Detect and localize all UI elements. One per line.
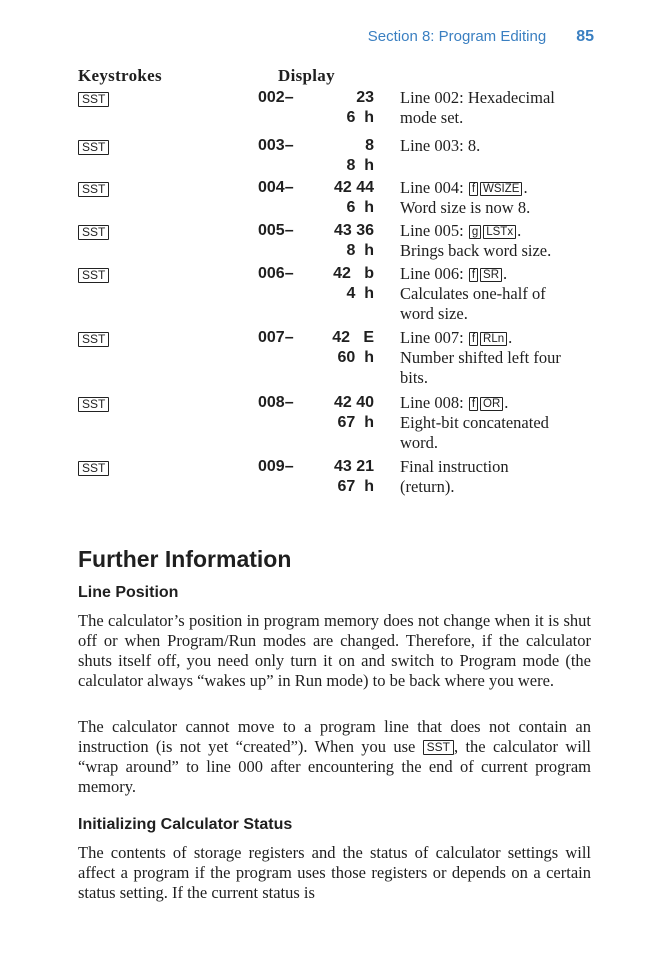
key-label: OR <box>480 397 503 411</box>
description-suffix: . <box>503 264 508 283</box>
line-number: 006– <box>258 265 294 282</box>
description-line <box>400 178 600 198</box>
description-suffix: . <box>508 328 513 347</box>
key-label: g <box>469 225 481 239</box>
display-codes <box>300 328 374 368</box>
sst-keycap: SST <box>78 397 109 412</box>
display-code: 6 h <box>346 109 374 126</box>
paragraph-line-position-2 <box>78 717 591 797</box>
page-header <box>368 28 594 46</box>
description-line <box>400 264 600 284</box>
description-suffix: . <box>504 393 509 412</box>
display-codes <box>300 136 374 176</box>
description-line: Calculates one-half of <box>400 284 546 303</box>
description-prefix: Line 008: <box>400 393 468 412</box>
display-code: 6 h <box>346 199 374 216</box>
description-prefix: Line 004: <box>400 178 468 197</box>
display-codes <box>300 178 374 218</box>
display-code: 23 <box>356 89 374 106</box>
description-line: Final instruction <box>400 457 509 476</box>
sst-keycap: SST <box>78 461 109 476</box>
display-code: 67 h <box>337 478 374 495</box>
key-label: WSIZE <box>480 182 522 196</box>
paragraph-line-position-1: The calculator’s position in program memory does not change when it is shut off or when Program/Run modes are changed. Therefore, if the calculator shuts itself off, you need only turn it on and switch to Program mode (the calculator always “wakes up” in Run mode) to be back where you were. <box>78 611 591 690</box>
description-line: Brings back word size. <box>400 241 552 260</box>
line-number: 008– <box>258 394 294 411</box>
line-number: 003– <box>258 137 294 154</box>
key-label: SR <box>480 268 502 282</box>
line-number: 005– <box>258 222 294 239</box>
key-label: f <box>469 397 478 411</box>
key-label: f <box>469 268 478 282</box>
description-line: Number shifted left four <box>400 348 561 367</box>
section-heading-further-information: Further Information <box>78 546 292 572</box>
display-code: 42 E <box>332 329 374 346</box>
sst-keycap: SST <box>78 140 109 155</box>
description-line <box>400 328 600 348</box>
line-number: 007– <box>258 329 294 346</box>
description-suffix: . <box>523 178 528 197</box>
display-codes <box>300 457 374 497</box>
section-title: Section 8: Program Editing <box>367 28 547 45</box>
sst-keycap: SST <box>423 740 454 755</box>
column-header-display: Display <box>278 66 335 85</box>
description-line: word. <box>400 433 439 452</box>
key-label: f <box>469 332 478 346</box>
line-number: 002– <box>258 89 294 106</box>
line-description <box>400 328 600 388</box>
paragraph-initializing-status: The contents of storage registers and the status of calculator settings will affect a program if the program uses those registers or depends on a certain status setting. If the current status is <box>78 843 591 902</box>
description-line: (return). <box>400 477 455 496</box>
line-description <box>400 221 600 261</box>
line-description <box>400 136 600 156</box>
display-code: 42 44 <box>333 179 374 196</box>
sst-keycap: SST <box>78 268 109 283</box>
display-code: 42 40 <box>333 394 374 411</box>
line-description <box>400 88 600 128</box>
display-code: 60 h <box>337 349 374 366</box>
display-codes <box>300 221 374 261</box>
line-description <box>400 457 600 497</box>
display-code: 42 b <box>333 265 374 282</box>
keystroke-cell <box>78 267 109 285</box>
keystroke-cell <box>78 396 109 414</box>
key-label: RLn <box>480 332 507 346</box>
sst-keycap: SST <box>78 182 109 197</box>
display-code: 67 h <box>337 414 374 431</box>
description-line: Line 003: 8. <box>400 136 481 155</box>
line-description <box>400 264 600 324</box>
description-line: bits. <box>400 368 428 387</box>
description-line <box>400 393 600 413</box>
description-prefix: Line 006: <box>400 264 468 283</box>
display-code: 43 36 <box>333 222 374 239</box>
description-line: mode set. <box>400 108 464 127</box>
display-codes <box>300 88 374 128</box>
subheading-line-position: Line Position <box>78 584 179 601</box>
description-line: Line 002: Hexadecimal <box>400 88 555 107</box>
display-code: 8 h <box>346 242 374 259</box>
keystroke-cell <box>78 91 109 109</box>
keystroke-cell <box>78 181 109 199</box>
description-prefix: Line 005: <box>400 221 468 240</box>
key-label: f <box>469 182 478 196</box>
keystroke-cell <box>78 224 109 242</box>
sst-keycap: SST <box>78 332 109 347</box>
display-codes <box>300 393 374 433</box>
line-description <box>400 393 600 453</box>
paragraph-text: The calculator cannot move to a program line that does not contain an instruction (is not yet “created”). When you use <box>78 717 591 756</box>
display-code: 4 h <box>346 285 374 302</box>
keystroke-cell <box>78 331 109 349</box>
paragraph-text: , the calculator will “wrap around” to line 000 after encountering the end of current program memory. <box>78 737 591 796</box>
sst-keycap: SST <box>78 225 109 240</box>
description-line: Eight-bit concatenated <box>400 413 549 432</box>
description-line: Word size is now 8. <box>400 198 531 217</box>
page-number: 85 <box>576 28 594 45</box>
column-header-keystrokes: Keystrokes <box>78 66 162 85</box>
display-code: 8 <box>365 137 374 154</box>
subheading-initializing-status: Initializing Calculator Status <box>78 816 293 833</box>
description-prefix: Line 007: <box>400 328 468 347</box>
description-line <box>400 221 600 241</box>
display-code: 8 h <box>346 157 374 174</box>
display-codes <box>300 264 374 304</box>
sst-keycap: SST <box>78 92 109 107</box>
line-description <box>400 178 600 218</box>
key-label: LSTx <box>483 225 516 239</box>
description-suffix: . <box>517 221 522 240</box>
description-line: word size. <box>400 304 468 323</box>
line-number: 004– <box>258 179 294 196</box>
keystroke-cell <box>78 139 109 157</box>
display-code: 43 21 <box>333 458 374 475</box>
keystroke-cell <box>78 460 109 478</box>
line-number: 009– <box>258 458 294 475</box>
